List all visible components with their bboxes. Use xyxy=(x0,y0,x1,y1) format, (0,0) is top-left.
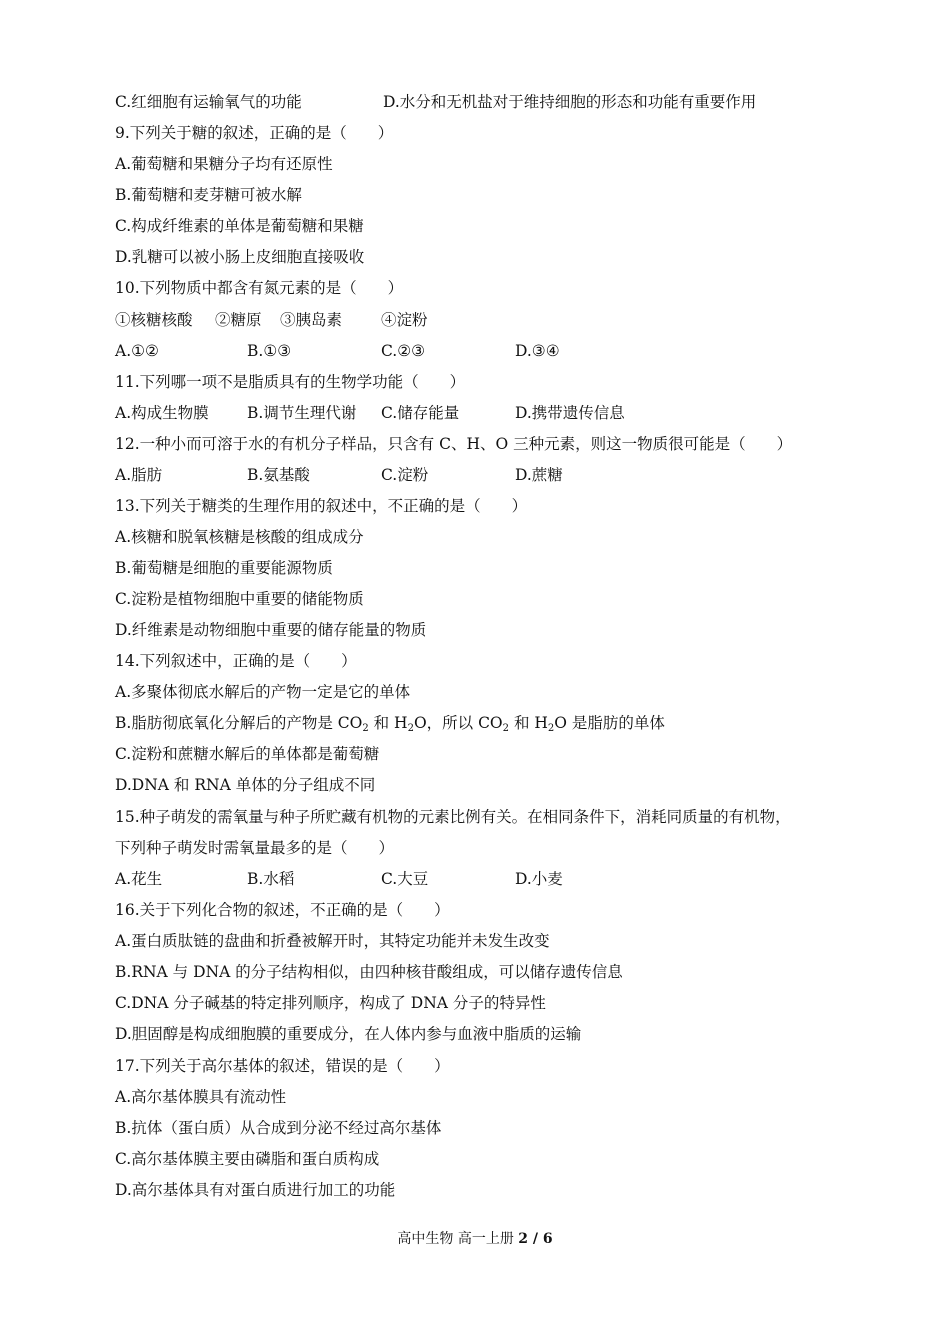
q17-option-a: A.高尔基体膜具有流动性 xyxy=(115,1088,287,1106)
q11-option-a: A.构成生物膜 xyxy=(115,404,209,422)
q14-b-text-2: 和 H xyxy=(368,714,408,732)
q10-item-3: ③胰岛素 xyxy=(280,311,343,329)
q12-option-a: A.脂肪 xyxy=(115,466,163,484)
q11-option-b: B.调节生理代谢 xyxy=(247,404,357,422)
q16-stem: 16.关于下列化合物的叙述，不正确的是（ ） xyxy=(115,901,450,919)
q15-stem-line-1: 15.种子萌发的需氧量与种子所贮藏有机物的元素比例有关。在相同条件下，消耗同质量的有机物， xyxy=(115,808,791,826)
q16-option-d: D.胆固醇是构成细胞膜的重要成分，在人体内参与血液中脂质的运输 xyxy=(115,1025,582,1043)
q11-option-c: C.储存能量 xyxy=(381,404,460,422)
q13-stem: 13.下列关于糖类的生理作用的叙述中，不正确的是（ ） xyxy=(115,497,528,515)
q14-option-c: C.淀粉和蔗糖水解后的单体都是葡萄糖 xyxy=(115,745,380,763)
q11-stem: 11.下列哪一项不是脂质具有的生物学功能（ ） xyxy=(115,373,466,391)
q14-stem: 14.下列叙述中，正确的是（ ） xyxy=(115,652,357,670)
q13-option-c: C.淀粉是植物细胞中重要的储能物质 xyxy=(115,590,364,608)
q16-option-c: C.DNA 分子碱基的特定排列顺序，构成了 DNA 分子的特异性 xyxy=(115,994,546,1012)
q12-option-d: D.蔗糖 xyxy=(515,466,563,484)
q10-stem: 10.下列物质中都含有氮元素的是（ ） xyxy=(115,279,404,297)
q13-option-d: D.纤维素是动物细胞中重要的储存能量的物质 xyxy=(115,621,427,639)
q10-option-d: D.③④ xyxy=(515,342,560,360)
q9-stem: 9.下列关于糖的叙述，正确的是（ ） xyxy=(115,124,394,142)
page-footer xyxy=(0,1228,950,1248)
q14-b-sub-1: 2 xyxy=(362,723,369,734)
q17-stem: 17.下列关于高尔基体的叙述，错误的是（ ） xyxy=(115,1057,450,1075)
q14-b-text-3: O，所以 CO xyxy=(413,714,503,732)
page-number: 2 / 6 xyxy=(518,1231,553,1247)
q14-option-a: A.多聚体彻底水解后的产物一定是它的单体 xyxy=(115,683,411,701)
q15-option-a: A.花生 xyxy=(115,870,163,888)
q14-option-b xyxy=(115,713,665,733)
q17-option-b: B.抗体（蛋白质）从合成到分泌不经过高尔基体 xyxy=(115,1119,442,1137)
q11-option-d: D.携带遗传信息 xyxy=(515,404,625,422)
q10-option-b: B.①③ xyxy=(247,342,292,360)
q14-b-text-1: B.脂肪彻底氧化分解后的产物是 CO xyxy=(115,714,363,732)
q15-stem-line-2: 下列种子萌发时需氧量最多的是（ ） xyxy=(115,839,395,857)
q14-b-sub-3: 2 xyxy=(502,723,510,734)
q10-option-c: C.②③ xyxy=(381,342,426,360)
q14-b-text-5: O 是脂肪的单体 xyxy=(554,714,665,732)
q17-option-c: C.高尔基体膜主要由磷脂和蛋白质构成 xyxy=(115,1150,380,1168)
footer-subject: 高中生物 高一上册 xyxy=(397,1231,514,1247)
q9-option-a: A.葡萄糖和果糖分子均有还原性 xyxy=(115,155,333,173)
q16-option-b: B.RNA 与 DNA 的分子结构相似，由四种核苷酸组成，可以储存遗传信息 xyxy=(115,963,623,981)
q10-item-1: ①核糖核酸 xyxy=(115,311,193,329)
q15-option-c: C.大豆 xyxy=(381,870,429,888)
q15-option-d: D.小麦 xyxy=(515,870,563,888)
q10-item-4: ④淀粉 xyxy=(381,311,428,329)
q15-option-b: B.水稻 xyxy=(247,870,295,888)
q13-option-a: A.核糖和脱氧核糖是核酸的组成成分 xyxy=(115,528,364,546)
q9-option-d: D.乳糖可以被小肠上皮细胞直接吸收 xyxy=(115,248,365,266)
q8-option-c: C.红细胞有运输氧气的功能 xyxy=(115,93,302,111)
q10-item-2: ②糖原 xyxy=(215,311,262,329)
q14-b-sub-4: 2 xyxy=(547,723,555,734)
q14-b-sub-2: 2 xyxy=(407,723,414,734)
q16-option-a: A.蛋白质肽链的盘曲和折叠被解开时，其特定功能并未发生改变 xyxy=(115,932,550,950)
q17-option-d: D.高尔基体具有对蛋白质进行加工的功能 xyxy=(115,1181,396,1199)
q10-option-a: A.①② xyxy=(115,342,159,360)
q9-option-c: C.构成纤维素的单体是葡萄糖和果糖 xyxy=(115,217,364,235)
q13-option-b: B.葡萄糖是细胞的重要能源物质 xyxy=(115,559,333,577)
q12-option-b: B.氨基酸 xyxy=(247,466,310,484)
q9-option-b: B.葡萄糖和麦芽糖可被水解 xyxy=(115,186,302,204)
q12-option-c: C.淀粉 xyxy=(381,466,429,484)
q14-option-d: D.DNA 和 RNA 单体的分子组成不同 xyxy=(115,776,376,794)
q8-option-d: D.水分和无机盐对于维持细胞的形态和功能有重要作用 xyxy=(383,93,757,111)
q14-b-text-4: 和 H xyxy=(509,714,548,732)
q12-stem: 12.一种小而可溶于水的有机分子样品，只含有 C、H、O 三种元素，则这一物质很可能是（ ） xyxy=(115,435,793,453)
